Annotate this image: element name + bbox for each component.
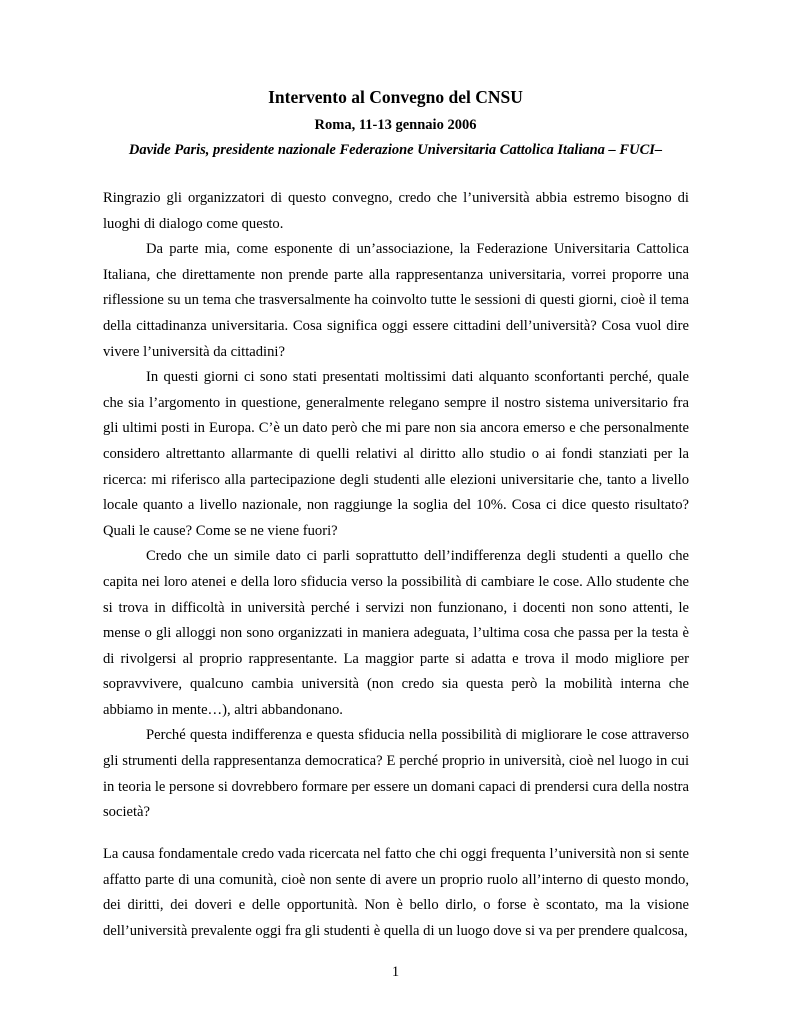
document-title: Intervento al Convegno del CNSU	[268, 87, 523, 107]
paragraph-3: In questi giorni ci sono stati presentati moltissimi dati alquanto sconfortanti perché, quale che sia l’argomento in questione, generalmente relegano sempre il nostro sistema universitario fra gli ultimi posti in Europa. C’è un dato però che mi pare non sia ancora emerso e che personalmente considero altrettanto allarmante di quelli relativi al diritto allo studio o ai fondi stanziati per la ricerca: mi riferisco alla partecipazione degli studenti alle elezioni universitarie che, tanto a livello locale quanto a livello nazionale, non raggiunge la soglia del 10%. Cosa ci dice questo risultato? Quali le cause? Come se ne viene fuori?	[103, 369, 689, 539]
document-subtitle: Roma, 11-13 gennaio 2006	[314, 117, 477, 133]
paragraph-2: Da parte mia, come esponente di un’associazione, la Federazione Universitaria Cattolica Italiana, che direttamente non prende parte alla rappresentanza universitaria, vorrei proporre una riflessione su un tema che trasversalmente ha coinvolto tutte le sessioni di questi giorni, cioè il tema della cittadinanza universitaria. Cosa significa oggi essere cittadini dell’università? Cosa vuol dire vivere l’università da cittadini?	[103, 241, 689, 360]
document-author-line: Davide Paris, presidente nazionale Federazione Universitaria Cattolica Italiana – FUCI–	[128, 142, 663, 158]
paragraph-1: Ringrazio gli organizzatori di questo convegno, credo che l’università abbia estremo bisogno di luoghi di dialogo come questo.	[103, 190, 689, 232]
page-number: 1	[391, 964, 400, 980]
body-text-section-1	[103, 186, 689, 826]
paragraph-5: Perché questa indifferenza e questa sfiducia nella possibilità di migliorare le cose attraverso gli strumenti della rappresentanza democratica? E perché proprio in università, cioè nel luogo in cui in teoria le persone si dovrebbero formare per essere un domani capaci di prendersi cura della nostra società?	[103, 727, 689, 821]
body-text-section-2	[103, 842, 689, 944]
paragraph-6: La causa fondamentale credo vada ricercata nel fatto che chi oggi frequenta l’università non si sente affatto parte di una comunità, cioè non sente di avere un proprio ruolo all’interno di questo mondo, dei diritti, dei doveri e delle opportunità. Non è bello dirlo, o forse è scontato, ma la visione dell’università prevalente oggi fra gli studenti è quella di un luogo dove si va per prendere qualcosa,	[103, 846, 689, 939]
paragraph-4: Credo che un simile dato ci parli soprattutto dell’indifferenza degli studenti a quello che capita nei loro atenei e della loro sfiducia verso la possibilità di cambiare le cose. Allo studente che si trova in difficoltà in università perché i servizi non funzionano, i docenti non sono attenti, le mense o gli alloggi non sono organizzati in maniera adeguata, l’ultima cosa che passa per la testa è di rivolgersi al proprio rappresentante. La maggior parte si adatta e trova il modo migliore per sopravvivere, qualcuno cambia università (non credo sia questa però la mobilità interna che abbiamo in mente…), altri abbandonano.	[103, 548, 689, 718]
